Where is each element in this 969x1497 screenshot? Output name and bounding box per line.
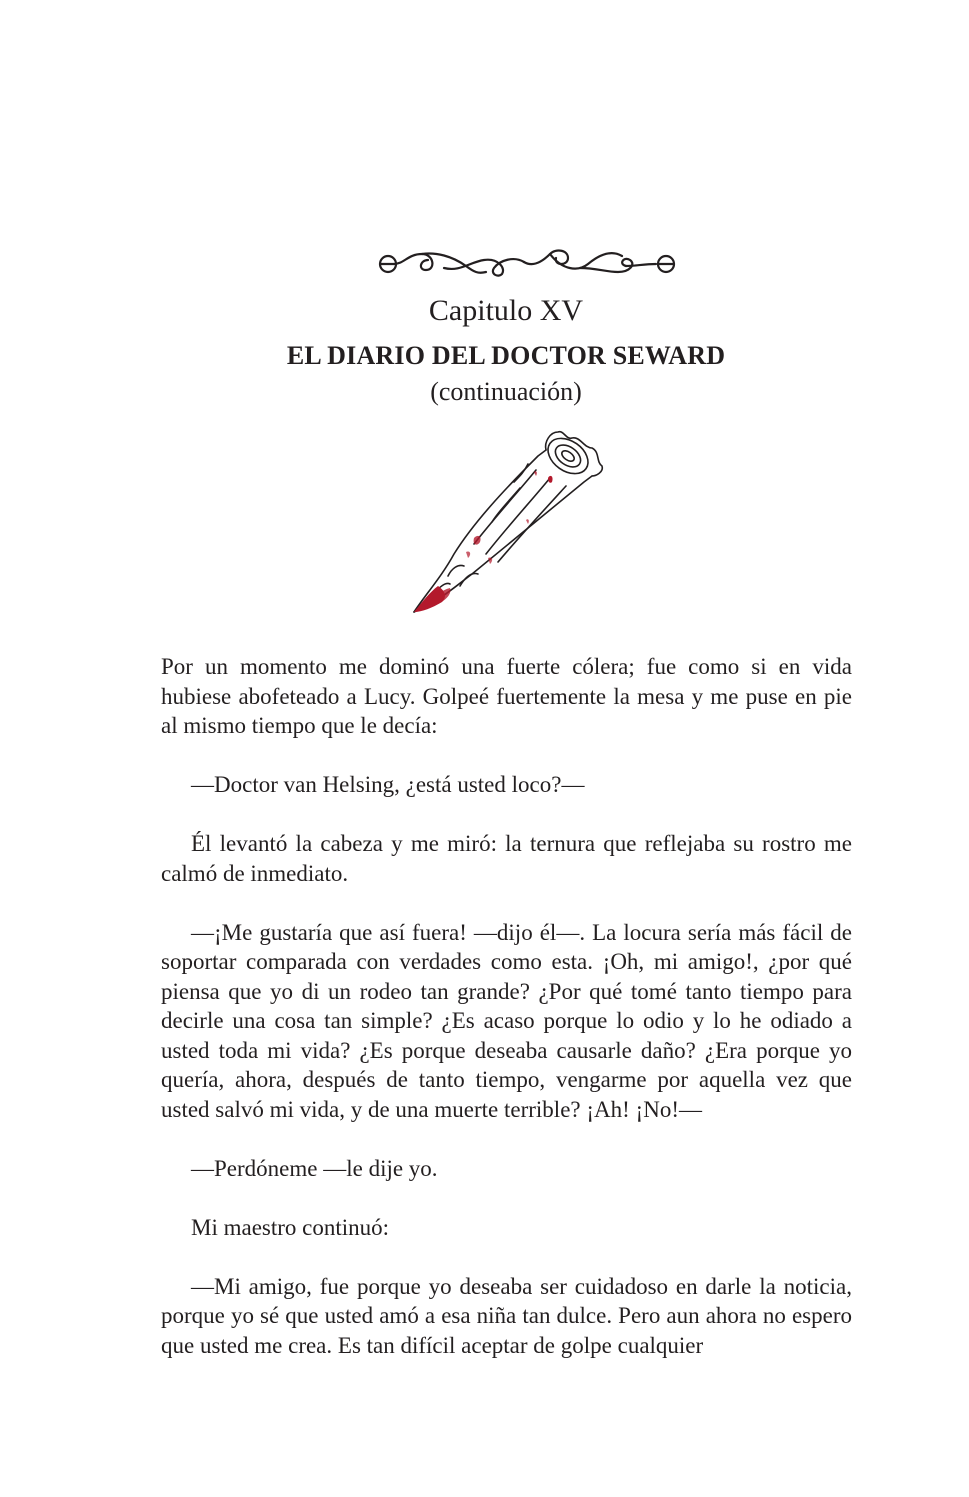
bloody-stake-icon: [408, 426, 608, 618]
body-text: [161, 652, 852, 1360]
paragraph: —¡Me gustaría que así fuera! —dijo él—. La locura sería más fácil de soportar comparada con verdades como esta. ¡Oh, mi amigo!, ¿por qué piensa que yo di un rodeo tan grande? ¿Por qué tomé tanto tiempo para decirle una cosa tan simple? ¿Es acaso porque lo odio y lo he odiado a usted toda mi vida? ¿Es porque deseaba causarle daño? ¿Era porque yo quería, ahora, después de tanto tiempo, vengarme por aquella vez que usted salvó mi vida, y de una muerte terrible? ¡Ah! ¡No!—: [161, 919, 852, 1122]
flourish-ornament-icon: [374, 242, 682, 284]
paragraph: Mi maestro continuó:: [191, 1214, 390, 1240]
paragraph: —Mi amigo, fue porque yo deseaba ser cuidadoso en darle la noticia, porque yo sé que usted amó a esa niña tan dulce. Pero aun ahora no espero que usted me crea. Es tan difícil aceptar de golpe cualquier: [161, 1273, 852, 1358]
paragraph: Por un momento me dominó una fuerte cólera; fue como si en vida hubiese abofeteado a Lucy. Golpeé fuertemente la mesa y me puse en pie al mismo tiempo que le decía:: [161, 654, 852, 738]
paragraph: —Doctor van Helsing, ¿está usted loco?—: [191, 772, 585, 797]
paragraph: —Perdóneme —le dije yo.: [191, 1155, 438, 1181]
chapter-title: EL DIARIO DEL DOCTOR SEWARD: [286, 341, 726, 370]
paragraph: Él levantó la cabeza y me miró: la ternura que reflejaba su rostro me calmó de inmediato.: [161, 831, 852, 886]
chapter-number: Capitulo XV: [428, 294, 584, 327]
chapter-subtitle: (continuación): [430, 377, 582, 406]
